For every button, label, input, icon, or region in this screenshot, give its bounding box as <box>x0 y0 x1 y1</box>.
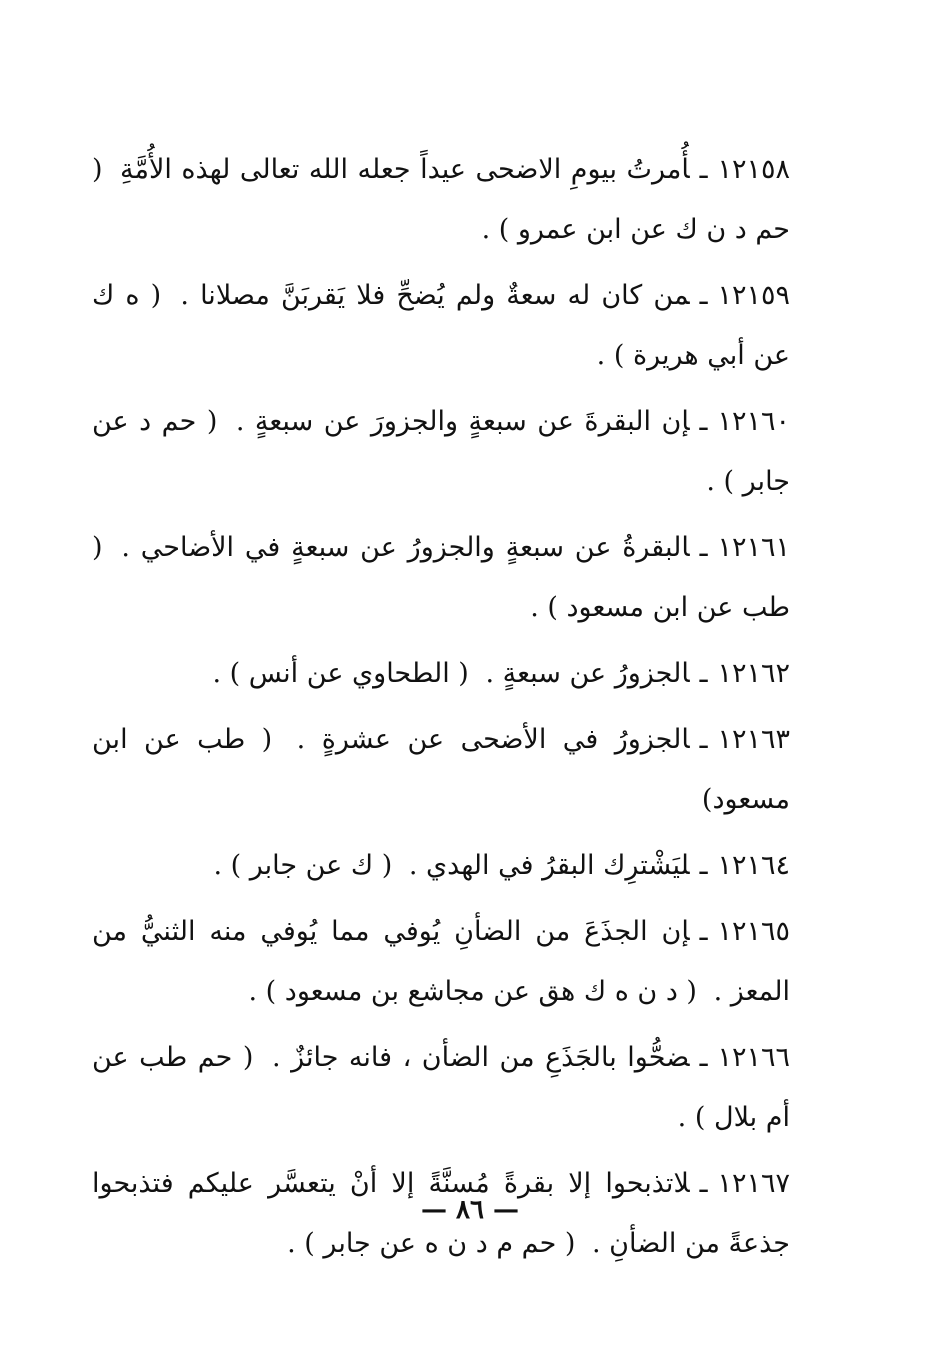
entry-text: لاتذبحوا إلا بقرةً مُسنَّةً إلا أنْ يتعسَّر عليكم فتذبحوا جذعةً من الضأنِ . <box>92 1168 790 1259</box>
entry-source: ( ه ك عن أبي هريرة ) . <box>92 280 790 371</box>
hadith-entry <box>92 140 790 260</box>
entry-text: ضحُّوا بالجَذَعِ من الضأن ، فانه جائزٌ . <box>271 1042 690 1073</box>
entry-text: إن البقرةَ عن سبعةٍ والجزورَ عن سبعةٍ . <box>235 406 690 437</box>
entry-text: البقرةُ عن سبعةٍ والجزورُ عن سبعةٍ في الأضاحي . <box>121 532 690 563</box>
entry-number: ١٢١٦١ <box>717 532 790 563</box>
entry-separator: ـ <box>699 406 708 437</box>
hadith-entry <box>92 518 790 638</box>
entry-source: ( حم م د ن ه عن جابر ) . <box>287 1228 576 1259</box>
entry-separator: ـ <box>699 532 708 563</box>
entry-text: ليَشْترِك البقرُ في الهدي . <box>408 850 690 881</box>
entry-separator: ـ <box>699 154 708 185</box>
entry-source: ( د ن ه ك هق عن مجاشع بن مسعود ) . <box>248 976 697 1007</box>
hadith-entry <box>92 1028 790 1148</box>
entry-separator: ـ <box>699 280 708 311</box>
entry-number: ١٢١٦٥ <box>717 916 790 947</box>
hadith-entry <box>92 902 790 1022</box>
hadith-entry <box>92 710 790 830</box>
entry-separator: ـ <box>699 916 708 947</box>
hadith-list <box>92 140 790 1274</box>
entry-text: الجزورُ في الأضحى عن عشرةٍ . <box>296 724 690 755</box>
hadith-entry <box>92 266 790 386</box>
hadith-entry <box>92 836 790 896</box>
entry-number: ١٢١٦٤ <box>717 850 790 881</box>
entry-separator: ـ <box>699 724 708 755</box>
hadith-entry <box>92 392 790 512</box>
entry-number: ١٢١٦٠ <box>717 406 790 437</box>
entry-number: ١٢١٦٢ <box>717 658 790 689</box>
entry-separator: ـ <box>699 658 708 689</box>
entry-text: أُمرتُ بيومِ الاضحى عيداً جعله الله تعالى لهذه الأُمَّةِ <box>120 154 690 185</box>
page-number: — ٨٦ — <box>420 1195 520 1225</box>
entry-source: ( طب عن ابن مسعود) <box>92 724 790 815</box>
entry-number: ١٢١٥٨ <box>717 154 791 185</box>
entry-source: ( حم طب عن أم بلال ) . <box>92 1042 790 1133</box>
entry-separator: ـ <box>699 850 708 881</box>
entry-separator: ـ <box>699 1042 708 1073</box>
entry-text: إن الجذَعَ من الضأنِ يُوفي مما يُوفي منه الثنيُّ من المعز . <box>92 916 790 1007</box>
entry-separator: ـ <box>699 1168 708 1199</box>
hadith-entry <box>92 644 790 704</box>
entry-source: ( طب عن ابن مسعود ) . <box>92 532 790 623</box>
entry-source: ( حم د عن جابر ) . <box>92 406 790 497</box>
entry-text: من كان له سعةٌ ولم يُضحِّ فلا يَقربَنَّ مصلانا . <box>180 280 690 311</box>
entry-number: ١٢١٥٩ <box>717 280 790 311</box>
entry-source: ( ك عن جابر ) . <box>213 850 393 881</box>
entry-number: ١٢١٦٧ <box>717 1168 790 1199</box>
entry-source: ( الطحاوي عن أنس ) . <box>212 658 469 689</box>
entry-text: الجزورُ عن سبعةٍ . <box>485 658 690 689</box>
entry-source: ( حم د ن ك عن ابن عمرو ) . <box>92 154 790 245</box>
entry-number: ١٢١٦٦ <box>717 1042 790 1073</box>
entry-number: ١٢١٦٣ <box>717 724 790 755</box>
